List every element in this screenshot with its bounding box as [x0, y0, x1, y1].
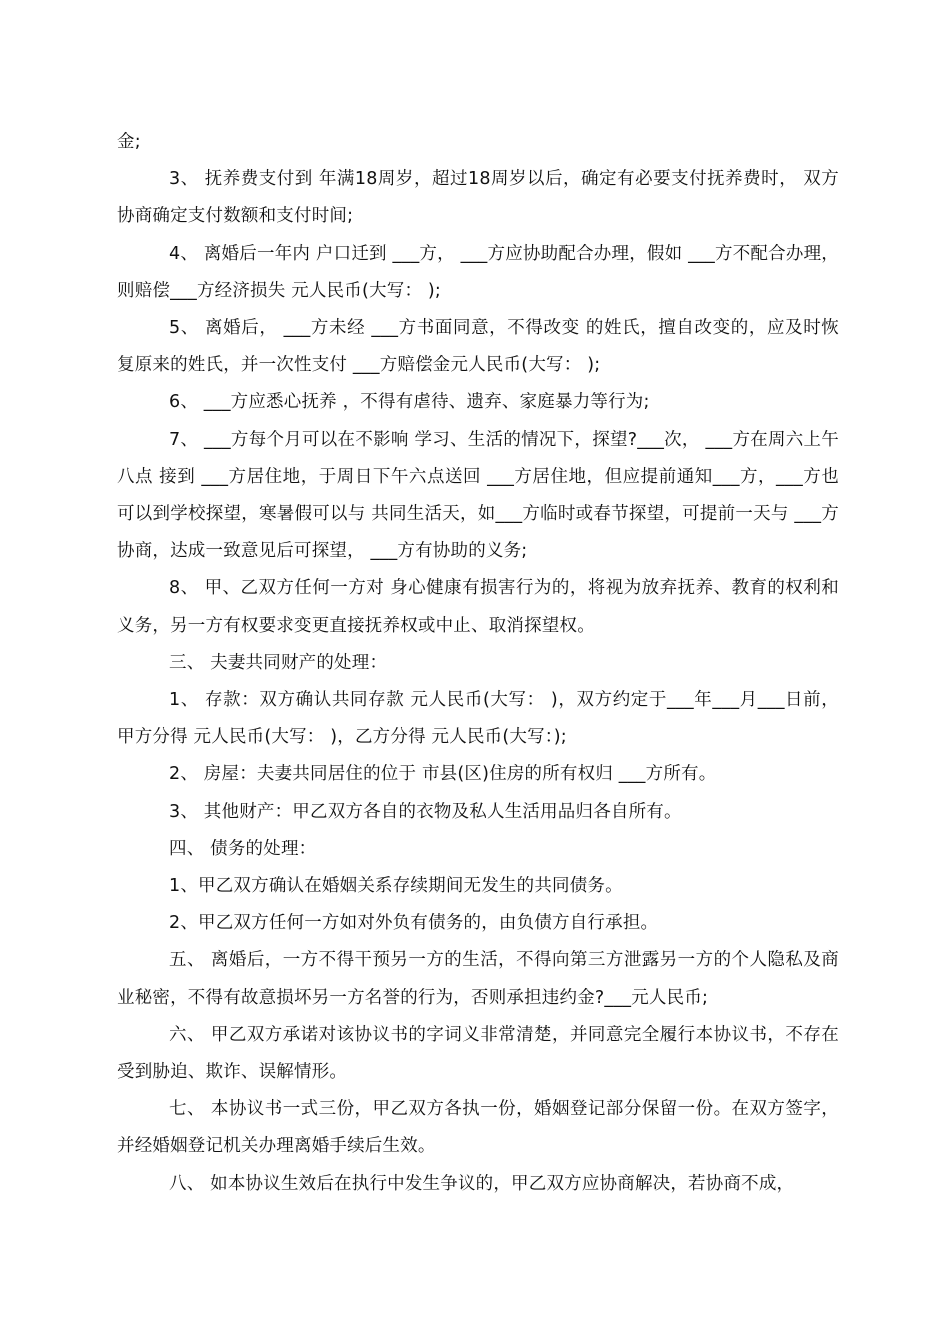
paragraph-privacy: 五、 离婚后，一方不得干预另一方的生活，不得向第三方泄露另一方的个人隐私及商业秘密，不得有故意损坏另一方名誉的行为，否则承担违约金?___元人民币;	[117, 950, 839, 1008]
document-body	[117, 124, 839, 1203]
paragraph-household-registration: 4、 离婚后一年内 户口迁到 ___方， ___方应协助配合办理，假如 ___方不配合办理，则赔偿___方经济损失 元人民币(大写： );	[117, 243, 839, 301]
paragraph-savings: 1、 存款：双方确认共同存款 元人民币(大写： )，双方约定于___年___月___日前，甲方分得 元人民币(大写： )，乙方分得 元人民币(大写：);	[117, 690, 839, 748]
paragraph-disputes: 八、 如本协议生效后在执行中发生争议的，甲乙双方应协商解决，若协商不成，	[169, 1173, 795, 1194]
paragraph-individual-debts: 2、甲乙双方任何一方如对外负有债务的，由负债方自行承担。	[169, 913, 659, 934]
paragraph-harm-clause: 8、 甲、乙双方任何一方对 身心健康有损害行为的，将视为放弃抚养、教育的权利和义务，另一方有权要求变更直接抚养权或中止、取消探望权。	[117, 578, 839, 636]
paragraph-copies: 七、 本协议书一式三份，甲乙双方各执一份，婚姻登记部分保留一份。在双方签字，并经婚姻登记机关办理离婚手续后生效。	[117, 1099, 839, 1157]
section-heading-debts: 四、 债务的处理：	[169, 838, 317, 859]
paragraph-commitment: 六、 甲乙双方承诺对该协议书的字词义非常清楚，并同意完全履行本协议书，不存在受到胁迫、欺诈、误解情形。	[117, 1024, 839, 1083]
paragraph-house: 2、 房屋：夫妻共同居住的位于 市县(区)住房的所有权归 ___方所有。	[169, 764, 717, 785]
paragraph-other-property: 3、 其他财产：甲乙双方各自的衣物及私人生活用品归各自所有。	[169, 801, 682, 822]
paragraph-visitation: 7、 ___方每个月可以在不影响 学习、生活的情况下，探望?___次， ___方在周六上午八点 接到 ___方居住地，于周日下午六点送回 ___方居住地，但应提前通知___方，___方也可以到学校探望，寒暑假可以与 共同生活天，如___方临时或春节探望，可提前一天与 ___方协商，达成一致意见后可探望， ___方有协助的义务;	[117, 429, 839, 562]
paragraph-no-joint-debts: 1、甲乙双方确认在婚姻关系存续期间无发生的共同债务。	[169, 876, 623, 897]
paragraph-care-duty: 6、 ___方应悉心抚养 ，不得有虐待、遗弃、家庭暴力等行为;	[169, 392, 650, 413]
section-heading-property: 三、 夫妻共同财产的处理：	[169, 652, 388, 673]
paragraph-child-support-duration: 3、 抚养费支付到 年满18周岁，超过18周岁以后，确定有必要支付抚养费时， 双方协商确定支付数额和支付时间;	[117, 169, 839, 227]
paragraph-continuation: 金;	[117, 132, 141, 152]
paragraph-surname: 5、 离婚后， ___方未经 ___方书面同意，不得改变 的姓氏，擅自改变的，应及时恢复原来的姓氏，并一次性支付 ___方赔偿金元人民币(大写： );	[117, 318, 839, 376]
